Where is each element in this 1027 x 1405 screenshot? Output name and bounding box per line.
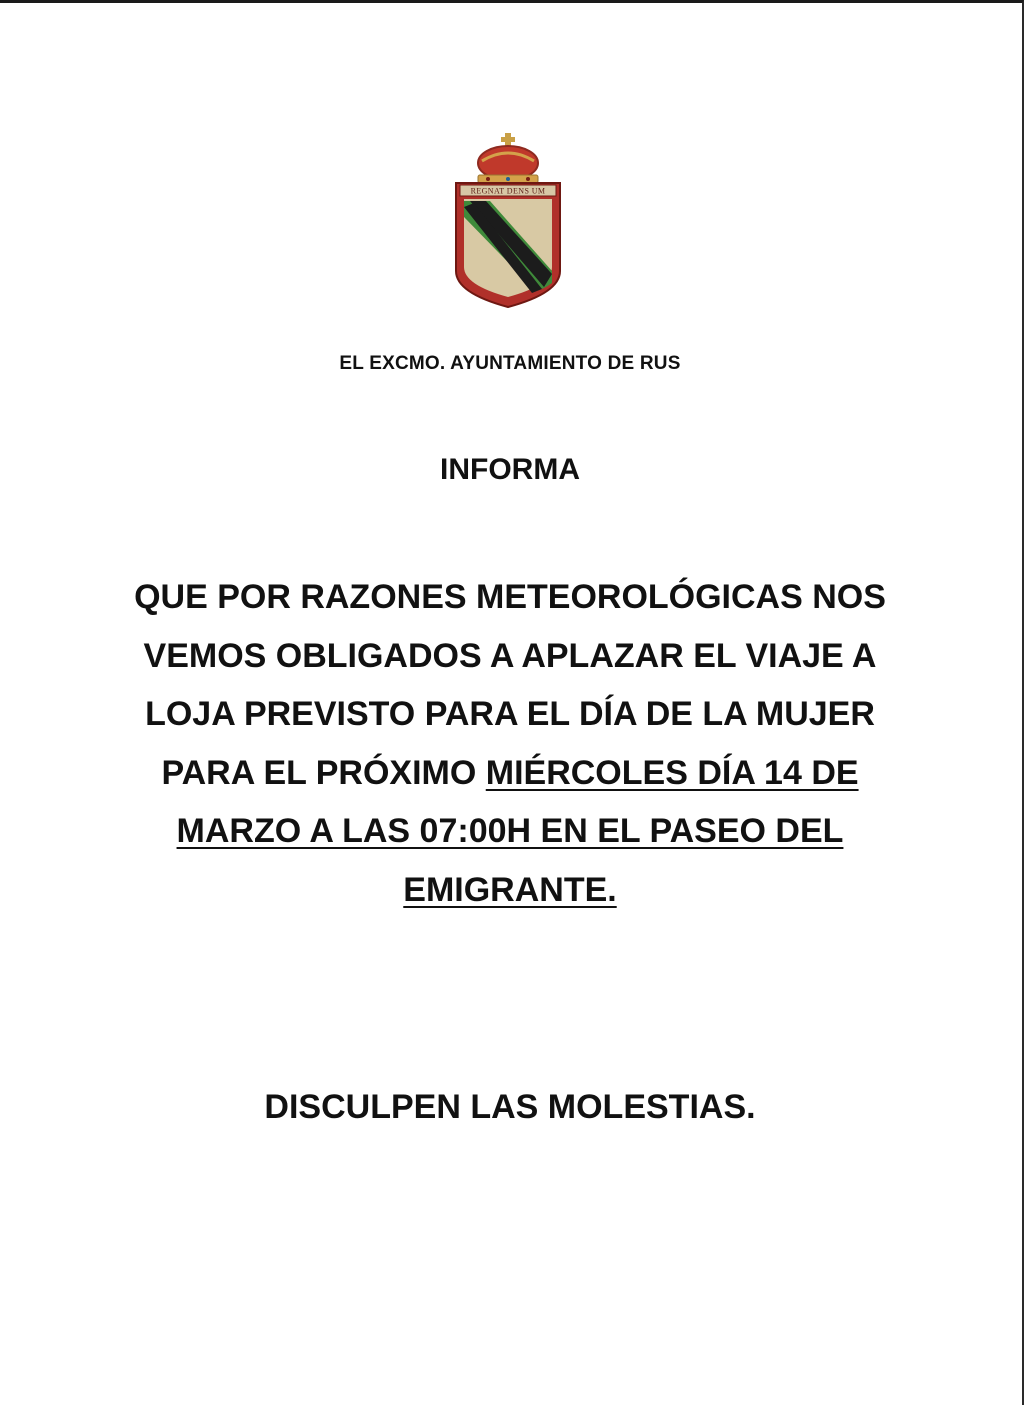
issuer-name: EL EXCMO. AYUNTAMIENTO DE RUS <box>339 353 681 374</box>
message-text: QUE POR RAZONES METEOROLÓGICAS NOS VEMOS OBLIGADOS A APLAZAR EL VIAJE A LOJA PREVISTO PARA EL DÍA DE LA MUJER PARA EL PRÓXIMO <box>134 578 886 792</box>
message-highlight: MIÉRCOLES DÍA 14 DE MARZO A LAS 07:00H EN EL PASEO DEL EMIGRANTE. <box>176 753 859 909</box>
notice-message <box>100 568 920 919</box>
closing-text: DISCULPEN LAS MOLESTIAS. <box>264 1088 756 1126</box>
crest-motto: REGNAT DENS UM <box>470 186 546 196</box>
notice-heading: INFORMA <box>440 453 580 486</box>
coat-of-arms-icon <box>448 131 570 313</box>
